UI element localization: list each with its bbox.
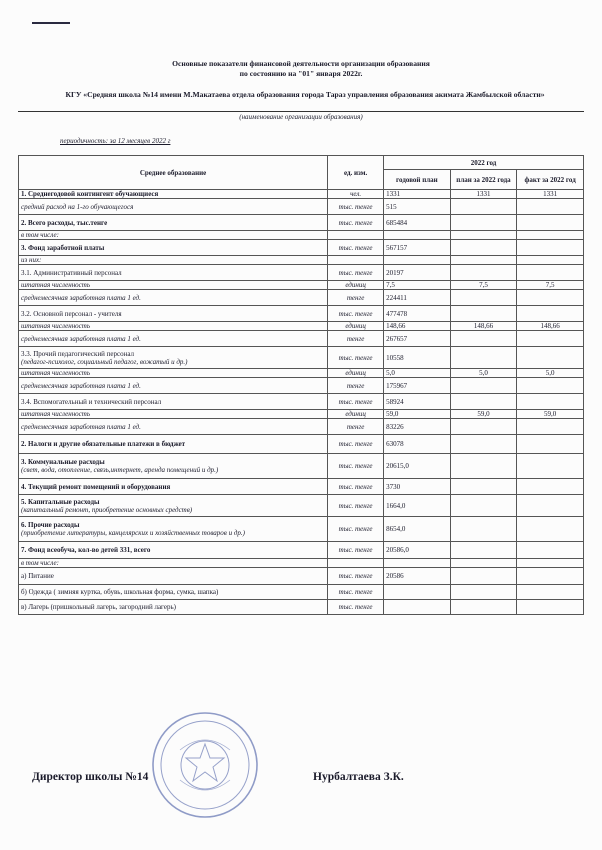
row-fact-value (517, 199, 584, 215)
row-annual-value: 10558 (384, 347, 451, 369)
organization-caption: (наименование организации образования) (239, 113, 363, 121)
table-body (19, 190, 584, 615)
row-fact-value (517, 394, 584, 410)
row-plan-value (450, 256, 517, 265)
row-label: 3.1. Административный персонал (19, 265, 328, 281)
row-fact-value (517, 231, 584, 240)
row-label: штатная численность (19, 369, 328, 378)
row-fact-value (517, 265, 584, 281)
row-unit: тыс. тенге (328, 495, 384, 517)
row-annual-value: 5,0 (384, 369, 451, 378)
document-title-line2: по состоянию на "01" января 2022г. (239, 69, 363, 78)
row-fact-value (517, 290, 584, 306)
row-label: 3.2. Основной персонал - учителя (19, 306, 328, 322)
row-plan-value (450, 240, 517, 256)
row-unit (328, 231, 384, 240)
row-annual-value: 477478 (384, 306, 451, 322)
row-fact-value: 5,0 (517, 369, 584, 378)
table-row (19, 454, 584, 479)
row-plan-value: 59,0 (450, 410, 517, 419)
row-fact-value (517, 559, 584, 568)
row-label: 2. Всего расходы, тыс.тенге (19, 215, 328, 231)
row-annual-value: 267657 (384, 331, 451, 347)
table-row (19, 240, 584, 256)
row-annual-value: 1664,0 (384, 495, 451, 517)
row-plan-value: 148,66 (450, 322, 517, 331)
table-row (19, 190, 584, 199)
row-fact-value (517, 419, 584, 435)
table-row (19, 585, 584, 600)
row-annual-value: 7,5 (384, 281, 451, 290)
row-unit: тыс. тенге (328, 199, 384, 215)
row-unit: тенге (328, 378, 384, 394)
top-mark (32, 22, 70, 24)
row-unit: тыс. тенге (328, 585, 384, 600)
row-sublabel: (приобретение литературы, канцелярских и хозяйственных товаров и др.) (21, 529, 245, 537)
row-fact-value (517, 568, 584, 585)
row-unit (328, 256, 384, 265)
row-plan-value (450, 215, 517, 231)
row-fact-value (517, 347, 584, 369)
header-name: Среднее образование (19, 156, 328, 190)
row-fact-value (517, 306, 584, 322)
row-fact-value (517, 585, 584, 600)
row-plan-value (450, 479, 517, 495)
row-plan-value (450, 435, 517, 454)
table-row (19, 479, 584, 495)
row-unit: тыс. тенге (328, 306, 384, 322)
row-label: в) Лагерь (пришкольный лагерь, загородний лагерь) (19, 600, 328, 615)
row-fact-value (517, 215, 584, 231)
row-unit: тенге (328, 331, 384, 347)
row-plan-value (450, 231, 517, 240)
row-annual-value: 224411 (384, 290, 451, 306)
row-plan-value (450, 419, 517, 435)
row-label: среднемесячная заработная плата 1 ед. (19, 419, 328, 435)
row-fact-value (517, 542, 584, 559)
table-row (19, 542, 584, 559)
row-unit: тыс. тенге (328, 568, 384, 585)
row-annual-value: 3730 (384, 479, 451, 495)
row-unit: тыс. тенге (328, 240, 384, 256)
row-annual-value: 1331 (384, 190, 451, 199)
row-unit: тыс. тенге (328, 600, 384, 615)
row-plan-value (450, 290, 517, 306)
row-plan-value (450, 347, 517, 369)
organization-name: КГУ «Средняя школа №14 имени М.Макатаева отдела образования города Тараз управления образования акимата Жамбылской области» (65, 90, 545, 99)
header-year: 2022 год (384, 156, 584, 170)
table-row (19, 495, 584, 517)
row-plan-value (450, 559, 517, 568)
row-annual-value (384, 600, 451, 615)
row-plan-value (450, 568, 517, 585)
table-row (19, 322, 584, 331)
official-seal (150, 710, 260, 820)
row-label: 7. Фонд всеобуча, кол-во детей 331, всего (19, 542, 328, 559)
row-plan-value (450, 378, 517, 394)
row-label: среднемесячная заработная плата 1 ед. (19, 290, 328, 306)
row-plan-value: 5,0 (450, 369, 517, 378)
table-row (19, 290, 584, 306)
row-label: 5. Капитальные расходы (капитальный ремонт, приобретение основных средств) (19, 495, 328, 517)
table-row (19, 600, 584, 615)
row-unit: тыс. тенге (328, 542, 384, 559)
row-plan-value (450, 454, 517, 479)
table-row (19, 419, 584, 435)
row-plan-value (450, 331, 517, 347)
table-row (19, 435, 584, 454)
organization-underline (18, 111, 584, 112)
row-unit: тыс. тенге (328, 265, 384, 281)
table-row (19, 347, 584, 369)
row-annual-value: 515 (384, 199, 451, 215)
row-label: штатная численность (19, 322, 328, 331)
row-fact-value (517, 435, 584, 454)
row-annual-value (384, 231, 451, 240)
row-plan-value: 7,5 (450, 281, 517, 290)
table-row (19, 231, 584, 240)
table-row (19, 199, 584, 215)
row-fact-value: 1331 (517, 190, 584, 199)
row-fact-value: 59,0 (517, 410, 584, 419)
row-annual-value: 83226 (384, 419, 451, 435)
row-unit: тыс. тенге (328, 347, 384, 369)
document-title-line1: Основные показатели финансовой деятельности организации образования (172, 59, 430, 68)
row-label: 3. Фонд заработной платы (19, 240, 328, 256)
row-fact-value (517, 517, 584, 542)
row-label: в том числе: (19, 559, 328, 568)
row-label: а) Питание (19, 568, 328, 585)
row-sublabel: (педагог-психолог, социальный педагог, вожатый и др.) (21, 357, 188, 366)
row-annual-value: 20586 (384, 568, 451, 585)
row-unit: тыс. тенге (328, 215, 384, 231)
row-plan-value: 1331 (450, 190, 517, 199)
row-fact-value (517, 240, 584, 256)
row-annual-value: 20197 (384, 265, 451, 281)
table-row (19, 517, 584, 542)
row-label: среднемесячная заработная плата 1 ед. (19, 331, 328, 347)
table-row (19, 281, 584, 290)
row-fact-value (517, 454, 584, 479)
row-unit: тыс. тенге (328, 517, 384, 542)
header-unit: ед. изм. (328, 156, 384, 190)
row-label: из них: (19, 256, 328, 265)
row-unit: единиц (328, 369, 384, 378)
financial-table (18, 155, 584, 615)
table-row (19, 410, 584, 419)
row-plan-value (450, 394, 517, 410)
row-annual-value: 148,66 (384, 322, 451, 331)
row-label: 3.3. Прочий педагогический персонал (педагог-психолог, социальный педагог, вожатый и др.) (19, 347, 328, 369)
row-label: 1. Среднегодовой контингент обучающиеся (19, 190, 328, 199)
row-label: 2. Налоги и другие обязательные платежи в бюджет (19, 435, 328, 454)
row-label: в том числе: (19, 231, 328, 240)
row-unit (328, 559, 384, 568)
row-unit: тыс. тенге (328, 454, 384, 479)
row-fact-value (517, 495, 584, 517)
row-label: среднемесячная заработная плата 1 ед. (19, 378, 328, 394)
row-unit: чел. (328, 190, 384, 199)
row-annual-value (384, 559, 451, 568)
row-fact-value: 148,66 (517, 322, 584, 331)
table-row (19, 215, 584, 231)
row-label: 3.4. Вспомогательный и технический персонал (19, 394, 328, 410)
table-row (19, 331, 584, 347)
row-annual-value: 20586,0 (384, 542, 451, 559)
director-title: Директор школы №14 (32, 771, 149, 783)
row-plan-value (450, 306, 517, 322)
row-fact-value (517, 256, 584, 265)
row-label: 6. Прочие расходы (приобретение литературы, канцелярских и хозяйственных товаров и др.) (19, 517, 328, 542)
row-unit: тыс. тенге (328, 394, 384, 410)
row-fact-value: 7,5 (517, 281, 584, 290)
row-unit: единиц (328, 410, 384, 419)
header-annual: годовой план (384, 170, 451, 190)
row-annual-value (384, 585, 451, 600)
row-label: б) Одежда ( зимняя куртка, обувь, школьная форма, сумка, шапка) (19, 585, 328, 600)
row-label: 3. Коммунальные расходы (свет, вода, отопление, связь,интернет, аренда помещений и др.) (19, 454, 328, 479)
row-fact-value (517, 378, 584, 394)
row-annual-value: 685484 (384, 215, 451, 231)
row-unit: тенге (328, 419, 384, 435)
row-label: штатная численность (19, 410, 328, 419)
row-plan-value (450, 265, 517, 281)
row-sublabel: (свет, вода, отопление, связь,интернет, аренда помещений и др.) (21, 466, 219, 474)
row-plan-value (450, 517, 517, 542)
table-row (19, 265, 584, 281)
row-annual-value: 59,0 (384, 410, 451, 419)
row-label: штатная численность (19, 281, 328, 290)
table-row (19, 568, 584, 585)
table-row (19, 256, 584, 265)
table-row (19, 369, 584, 378)
row-unit: тыс. тенге (328, 435, 384, 454)
header-fact: факт за 2022 год (517, 170, 584, 190)
row-plan-value (450, 495, 517, 517)
row-plan-value (450, 542, 517, 559)
row-label: средний расход на 1-го обучающегося (19, 199, 328, 215)
director-name: Нурбалтаева З.К. (313, 771, 404, 783)
row-annual-value (384, 256, 451, 265)
row-annual-value: 20615,0 (384, 454, 451, 479)
row-annual-value: 567157 (384, 240, 451, 256)
row-unit: единиц (328, 281, 384, 290)
row-unit: тыс. тенге (328, 479, 384, 495)
row-unit: тенге (328, 290, 384, 306)
table-row (19, 378, 584, 394)
row-annual-value: 175967 (384, 378, 451, 394)
row-annual-value: 8654,0 (384, 517, 451, 542)
row-fact-value (517, 600, 584, 615)
row-plan-value (450, 600, 517, 615)
header-plan: план за 2022 года (450, 170, 517, 190)
row-unit: единиц (328, 322, 384, 331)
table-row (19, 559, 584, 568)
row-plan-value (450, 585, 517, 600)
row-fact-value (517, 479, 584, 495)
row-sublabel: (капитальный ремонт, приобретение основных средств) (21, 505, 193, 514)
row-label: 4. Текущий ремонт помещений и оборудования (19, 479, 328, 495)
row-fact-value (517, 331, 584, 347)
reporting-period: периодичность: за 12 месяцев 2022 г (60, 137, 171, 145)
row-annual-value: 58924 (384, 394, 451, 410)
row-annual-value: 63078 (384, 435, 451, 454)
table-row (19, 306, 584, 322)
row-plan-value (450, 199, 517, 215)
table-row (19, 394, 584, 410)
